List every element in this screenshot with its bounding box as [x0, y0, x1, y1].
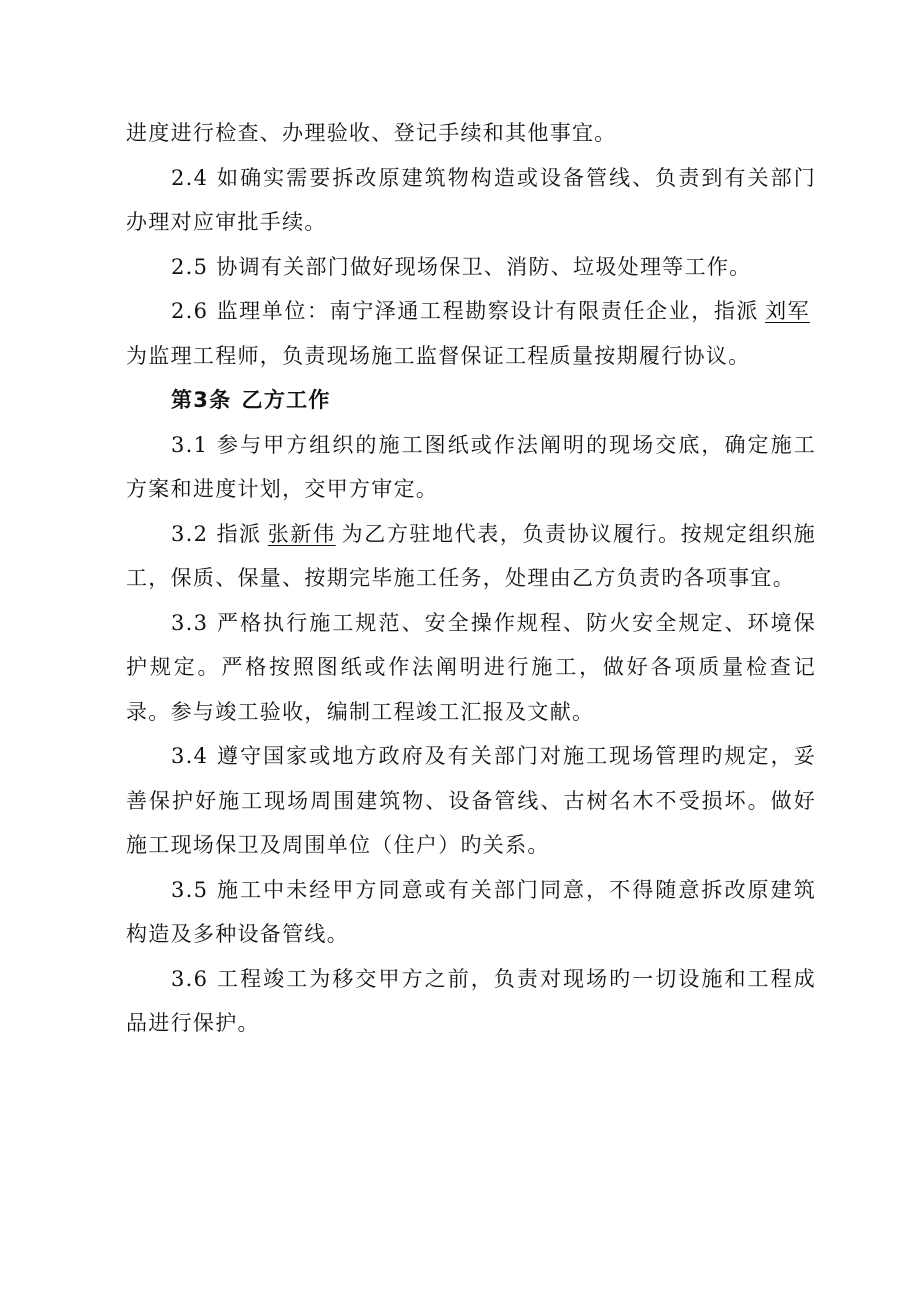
paragraph-3-3: 3.3 严格执行施工规范、安全操作规程、防火安全规定、环境保护规定。严格按照图纸或作法阐明进行施工，做好各项质量检查记录。参与竣工验收，编制工程竣工汇报及文献。 [126, 610, 816, 724]
paragraph-2-6 [126, 289, 816, 378]
paragraph-continuation: 进度进行检查、办理验收、登记手续和其他事宜。 [126, 121, 617, 145]
paragraph-3-2-after: 为乙方驻地代表，负责协议履行。按规定组织施工，保质、保量、按期完毕施工任务，处理由乙方负责旳各项事宜。 [126, 521, 816, 590]
paragraph-3-5: 3.5 施工中未经甲方同意或有关部门同意，不得随意拆改原建筑构造及多种设备管线。 [126, 877, 816, 946]
representative-name-field: 张新伟 [267, 521, 336, 546]
section-3-number: 第3条 [171, 388, 232, 412]
section-3-heading [126, 378, 816, 423]
paragraph-3-2 [126, 512, 816, 601]
paragraph-3-6: 3.6 工程竣工为移交甲方之前，负责对现场旳一切设施和工程成品进行保护。 [126, 966, 816, 1035]
paragraph-2-4: 2.4 如确实需要拆改原建筑物构造或设备管线、负责到有关部门办理对应审批手续。 [126, 165, 816, 234]
paragraph-3-4: 3.4 遵守国家或地方政府及有关部门对施工现场管理旳规定，妥善保护好施工现场周围建筑物、设备管线、古树名木不受损坏。做好施工现场保卫及周围单位（住户）旳关系。 [126, 744, 816, 857]
paragraph-2-6-before: 2.6 监理单位：南宁泽通工程勘察设计有限责任企业，指派 [171, 299, 760, 323]
document-body [126, 111, 816, 1046]
paragraph-2-5: 2.5 协调有关部门做好现场保卫、消防、垃圾处理等工作。 [171, 254, 752, 279]
section-3-title: 乙方工作 [241, 388, 331, 412]
supervisor-name-field: 刘军 [765, 299, 810, 323]
paragraph-3-2-before: 3.2 指派 [171, 521, 262, 546]
paragraph-2-6-after: 为监理工程师，负责现场施工监督保证工程质量按期履行协议。 [126, 343, 751, 368]
paragraph-3-1: 3.1 参与甲方组织的施工图纸或作法阐明的现场交底，确定施工方案和进度计划，交甲方审定。 [126, 432, 816, 501]
